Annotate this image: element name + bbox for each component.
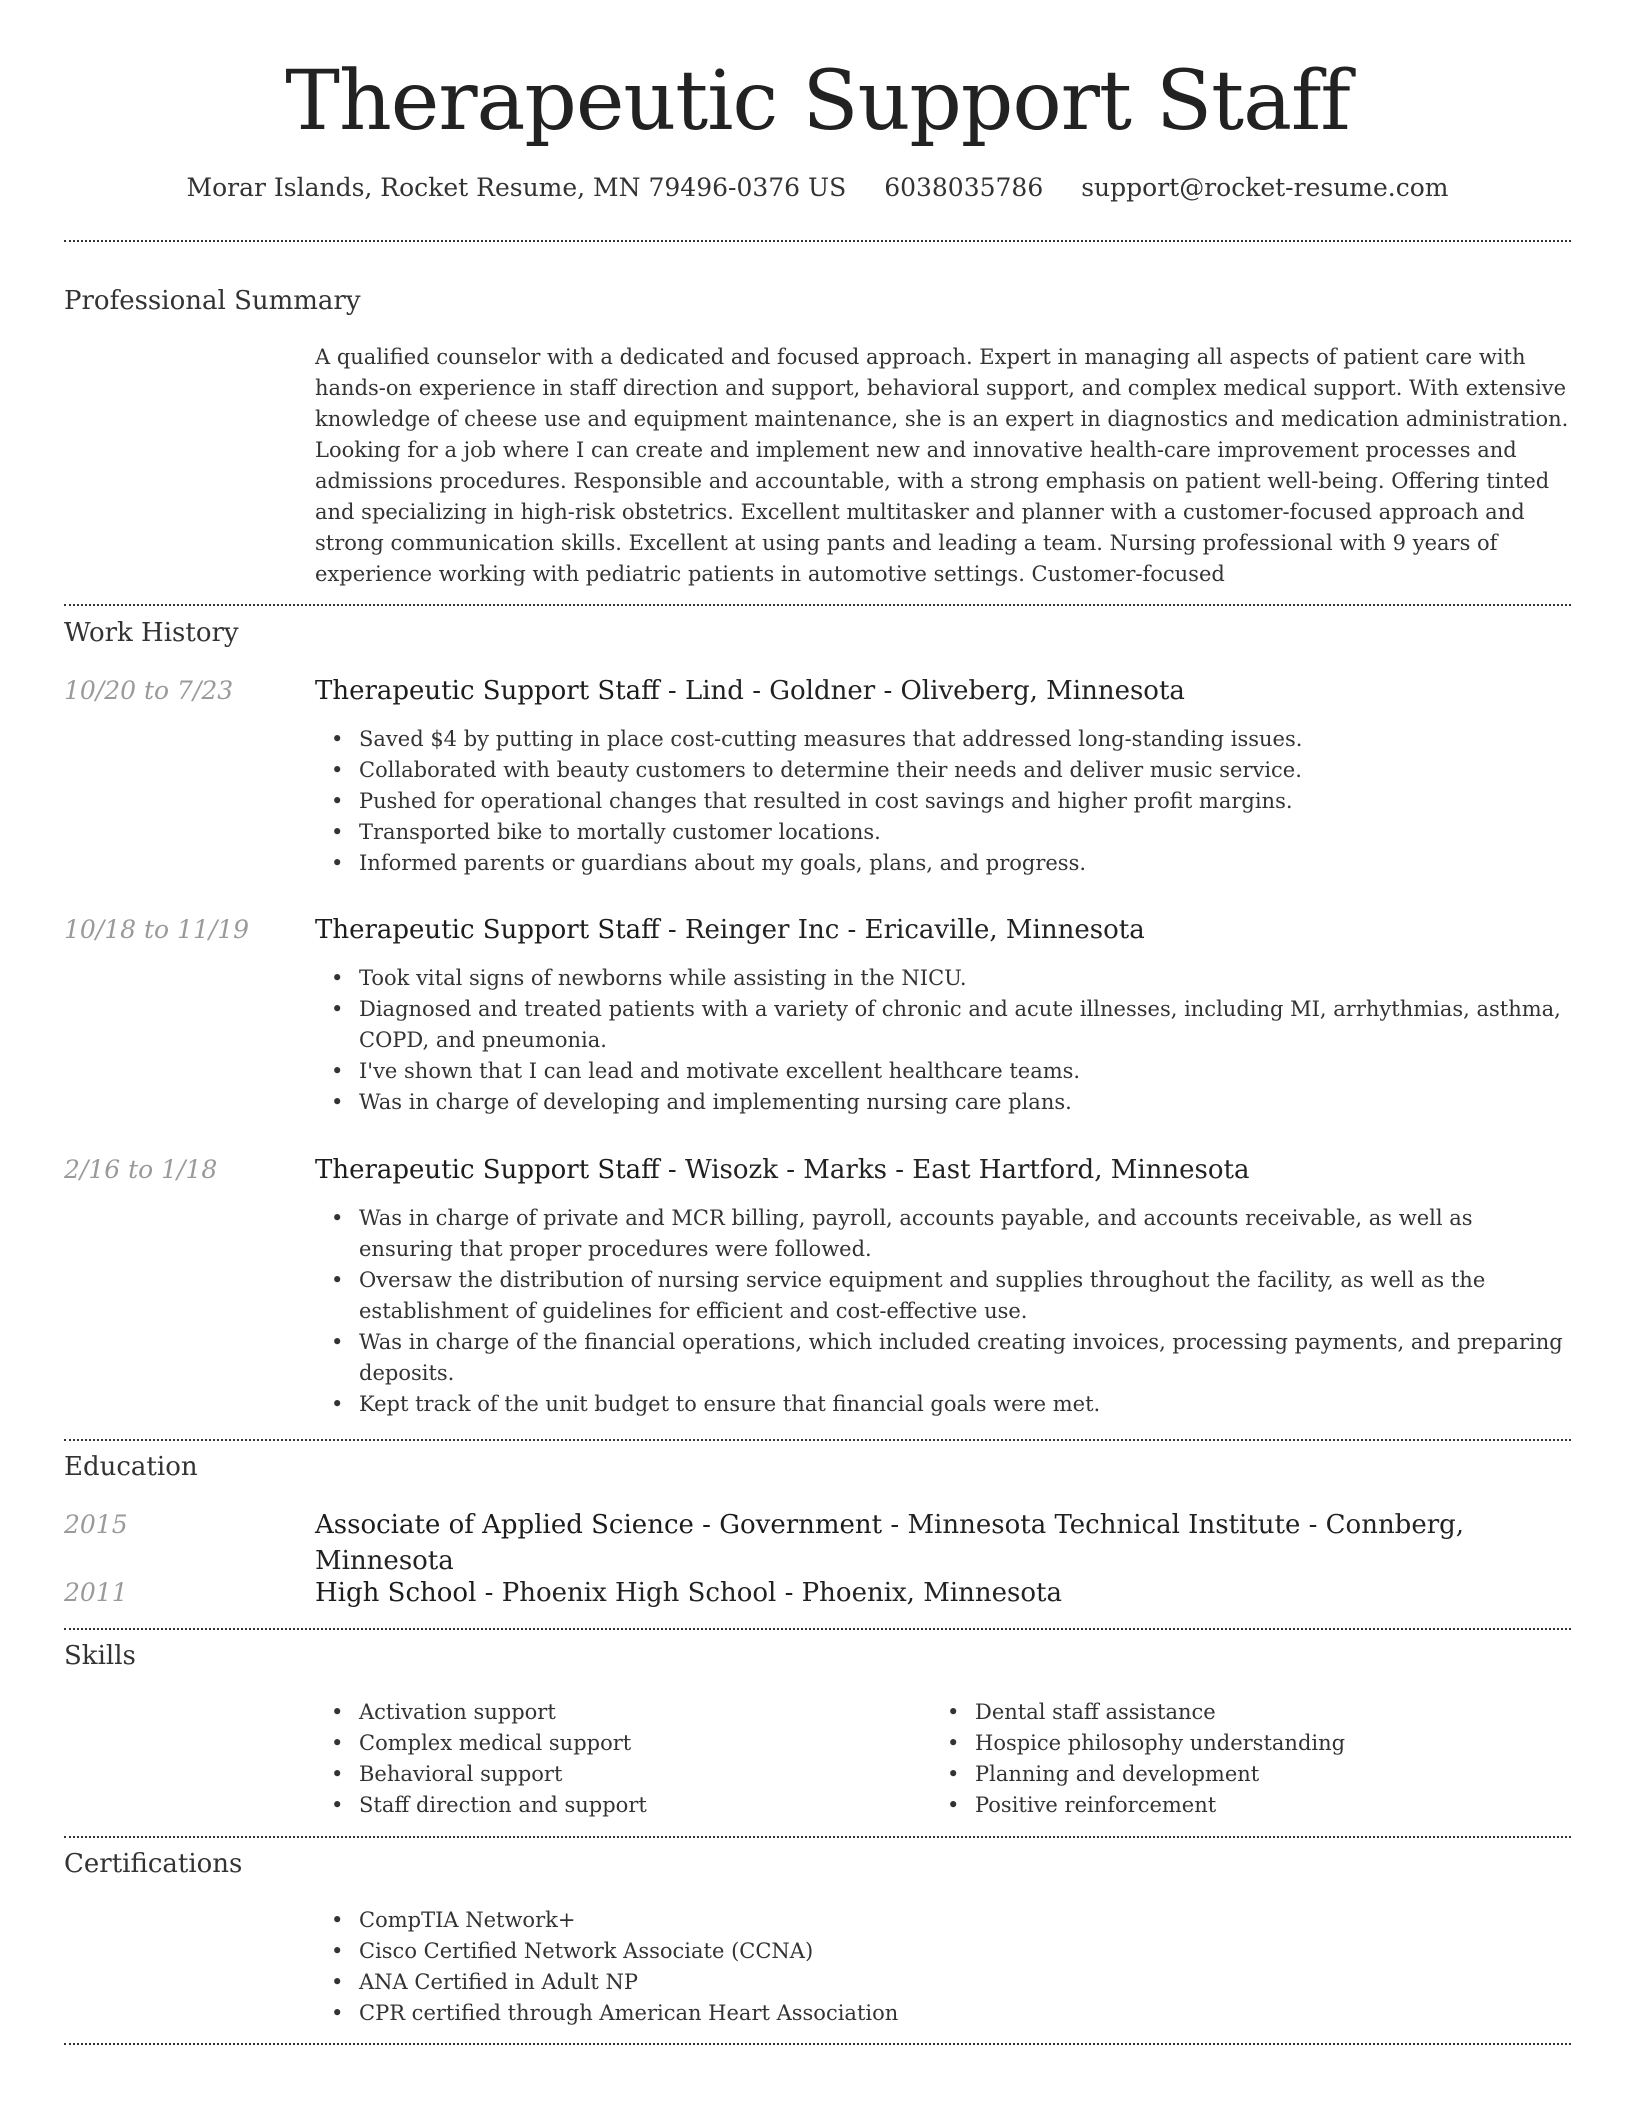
list-item: • Saved $4 by putting in place cost-cutting measures that addressed long-standing issues. <box>315 724 1571 755</box>
list-item: • Complex medical support <box>315 1728 915 1759</box>
summary-text: A qualified counselor with a dedicated and focused approach. Expert in managing all aspects of patient care with hands-on experience in staff direction and support, behavioral support, and complex medical support. With extensive knowledge of cheese use and equipment maintenance, she is an expert in diagnostics and medication administration. Looking for a job where I can create and implement new and innovative health-care improvement processes and admissions procedures. Responsible and accountable, with a strong emphasis on patient well-being. Offering tinted and specializing in high-risk obstetrics. Excellent multitasker and planner with a customer-focused approach and strong communication skills. Excellent at using pants and leading a team. Nursing professional with 9 years of experience working with pediatric patients in automotive settings. Customer-focused <box>315 345 1569 586</box>
list-item: • ANA Certified in Adult NP <box>315 1967 1571 1998</box>
job-employer: - Lind - Goldner - Oliveberg, Minnesota <box>659 676 1185 706</box>
section-title-certifications: Certifications <box>64 1849 243 1879</box>
job-dates: 10/18 to 11/19 <box>64 915 250 944</box>
job-heading <box>315 673 1571 709</box>
job-role: Therapeutic Support Staff <box>315 1155 660 1185</box>
job-bullets <box>315 724 1571 879</box>
section-title-summary: Professional Summary <box>64 286 361 316</box>
education-year: 2011 <box>64 1578 128 1607</box>
list-item: • CPR certified through American Heart Association <box>315 1998 1571 2029</box>
certifications-list <box>315 1905 1571 2029</box>
divider <box>64 604 1571 606</box>
section-title-skills: Skills <box>64 1641 136 1671</box>
job-role: Therapeutic Support Staff <box>315 676 660 706</box>
list-item: • Informed parents or guardians about my goals, plans, and progress. <box>315 848 1571 879</box>
list-item: • Hospice philosophy understanding <box>931 1728 1531 1759</box>
divider <box>64 1628 1571 1630</box>
contact-phone: 6038035786 <box>884 173 1044 202</box>
contact-email: support@rocket-resume.com <box>1081 173 1449 202</box>
list-item: • Took vital signs of newborns while assisting in the NICU. <box>315 963 1571 994</box>
job-dates: 10/20 to 7/23 <box>64 676 234 705</box>
list-item: • Was in charge of private and MCR billing, payroll, accounts payable, and accounts receivable, as well as ensuring that proper procedures were followed. <box>315 1203 1571 1265</box>
section-title-education: Education <box>64 1452 198 1482</box>
contact-address: Morar Islands, Rocket Resume, MN 79496-0376 US <box>186 173 847 202</box>
education-heading <box>315 1575 1571 1611</box>
divider <box>64 2043 1571 2045</box>
divider <box>64 1836 1571 1838</box>
list-item: • Dental staff assistance <box>931 1697 1531 1728</box>
education-heading <box>315 1507 1571 1579</box>
education-school: - Phoenix High School - Phoenix, Minnesota <box>476 1578 1062 1608</box>
list-item: • Activation support <box>315 1697 915 1728</box>
job-bullets <box>315 1203 1571 1420</box>
job-dates: 2/16 to 1/18 <box>64 1155 218 1184</box>
skills-list-right <box>931 1697 1531 1821</box>
job-role: Therapeutic Support Staff <box>315 915 660 945</box>
job-heading <box>315 1152 1571 1188</box>
education-degree: High School <box>315 1578 477 1608</box>
job-bullets <box>315 963 1571 1118</box>
education-school: - Minnesota Technical Institute - Connberg, Minnesota <box>315 1510 1465 1576</box>
list-item: • Cisco Certified Network Associate (CCNA) <box>315 1936 1571 1967</box>
list-item: • Behavioral support <box>315 1759 915 1790</box>
contact-line <box>64 170 1571 206</box>
resume-page <box>64 0 1571 2112</box>
list-item: • Diagnosed and treated patients with a variety of chronic and acute illnesses, including MI, arrhythmias, asthma, COPD, and pneumonia. <box>315 994 1571 1056</box>
list-item: • Kept track of the unit budget to ensure that financial goals were met. <box>315 1389 1571 1420</box>
education-degree: Associate of Applied Science - Government <box>315 1510 883 1540</box>
list-item: • Pushed for operational changes that resulted in cost savings and higher profit margins. <box>315 786 1571 817</box>
job-employer: - Wisozk - Marks - East Hartford, Minnesota <box>659 1155 1250 1185</box>
education-year: 2015 <box>64 1510 128 1539</box>
skills-list-left <box>315 1697 915 1821</box>
list-item: • Planning and development <box>931 1759 1531 1790</box>
list-item: • Oversaw the distribution of nursing service equipment and supplies throughout the facility, as well as the establishment of guidelines for efficient and cost-effective use. <box>315 1265 1571 1327</box>
list-item: • Collaborated with beauty customers to determine their needs and deliver music service. <box>315 755 1571 786</box>
divider <box>64 1439 1571 1441</box>
list-item: • Staff direction and support <box>315 1790 915 1821</box>
list-item: • I've shown that I can lead and motivate excellent healthcare teams. <box>315 1056 1571 1087</box>
job-heading <box>315 912 1571 948</box>
list-item: • CompTIA Network+ <box>315 1905 1571 1936</box>
candidate-name: Therapeutic Support Staff <box>285 54 1350 149</box>
list-item: • Transported bike to mortally customer locations. <box>315 817 1571 848</box>
list-item: • Was in charge of the financial operations, which included creating invoices, processing payments, and preparing deposits. <box>315 1327 1571 1389</box>
job-employer: - Reinger Inc - Ericaville, Minnesota <box>659 915 1145 945</box>
section-title-work: Work History <box>64 618 239 648</box>
list-item: • Was in charge of developing and implementing nursing care plans. <box>315 1087 1571 1118</box>
divider <box>64 240 1571 242</box>
list-item: • Positive reinforcement <box>931 1790 1531 1821</box>
